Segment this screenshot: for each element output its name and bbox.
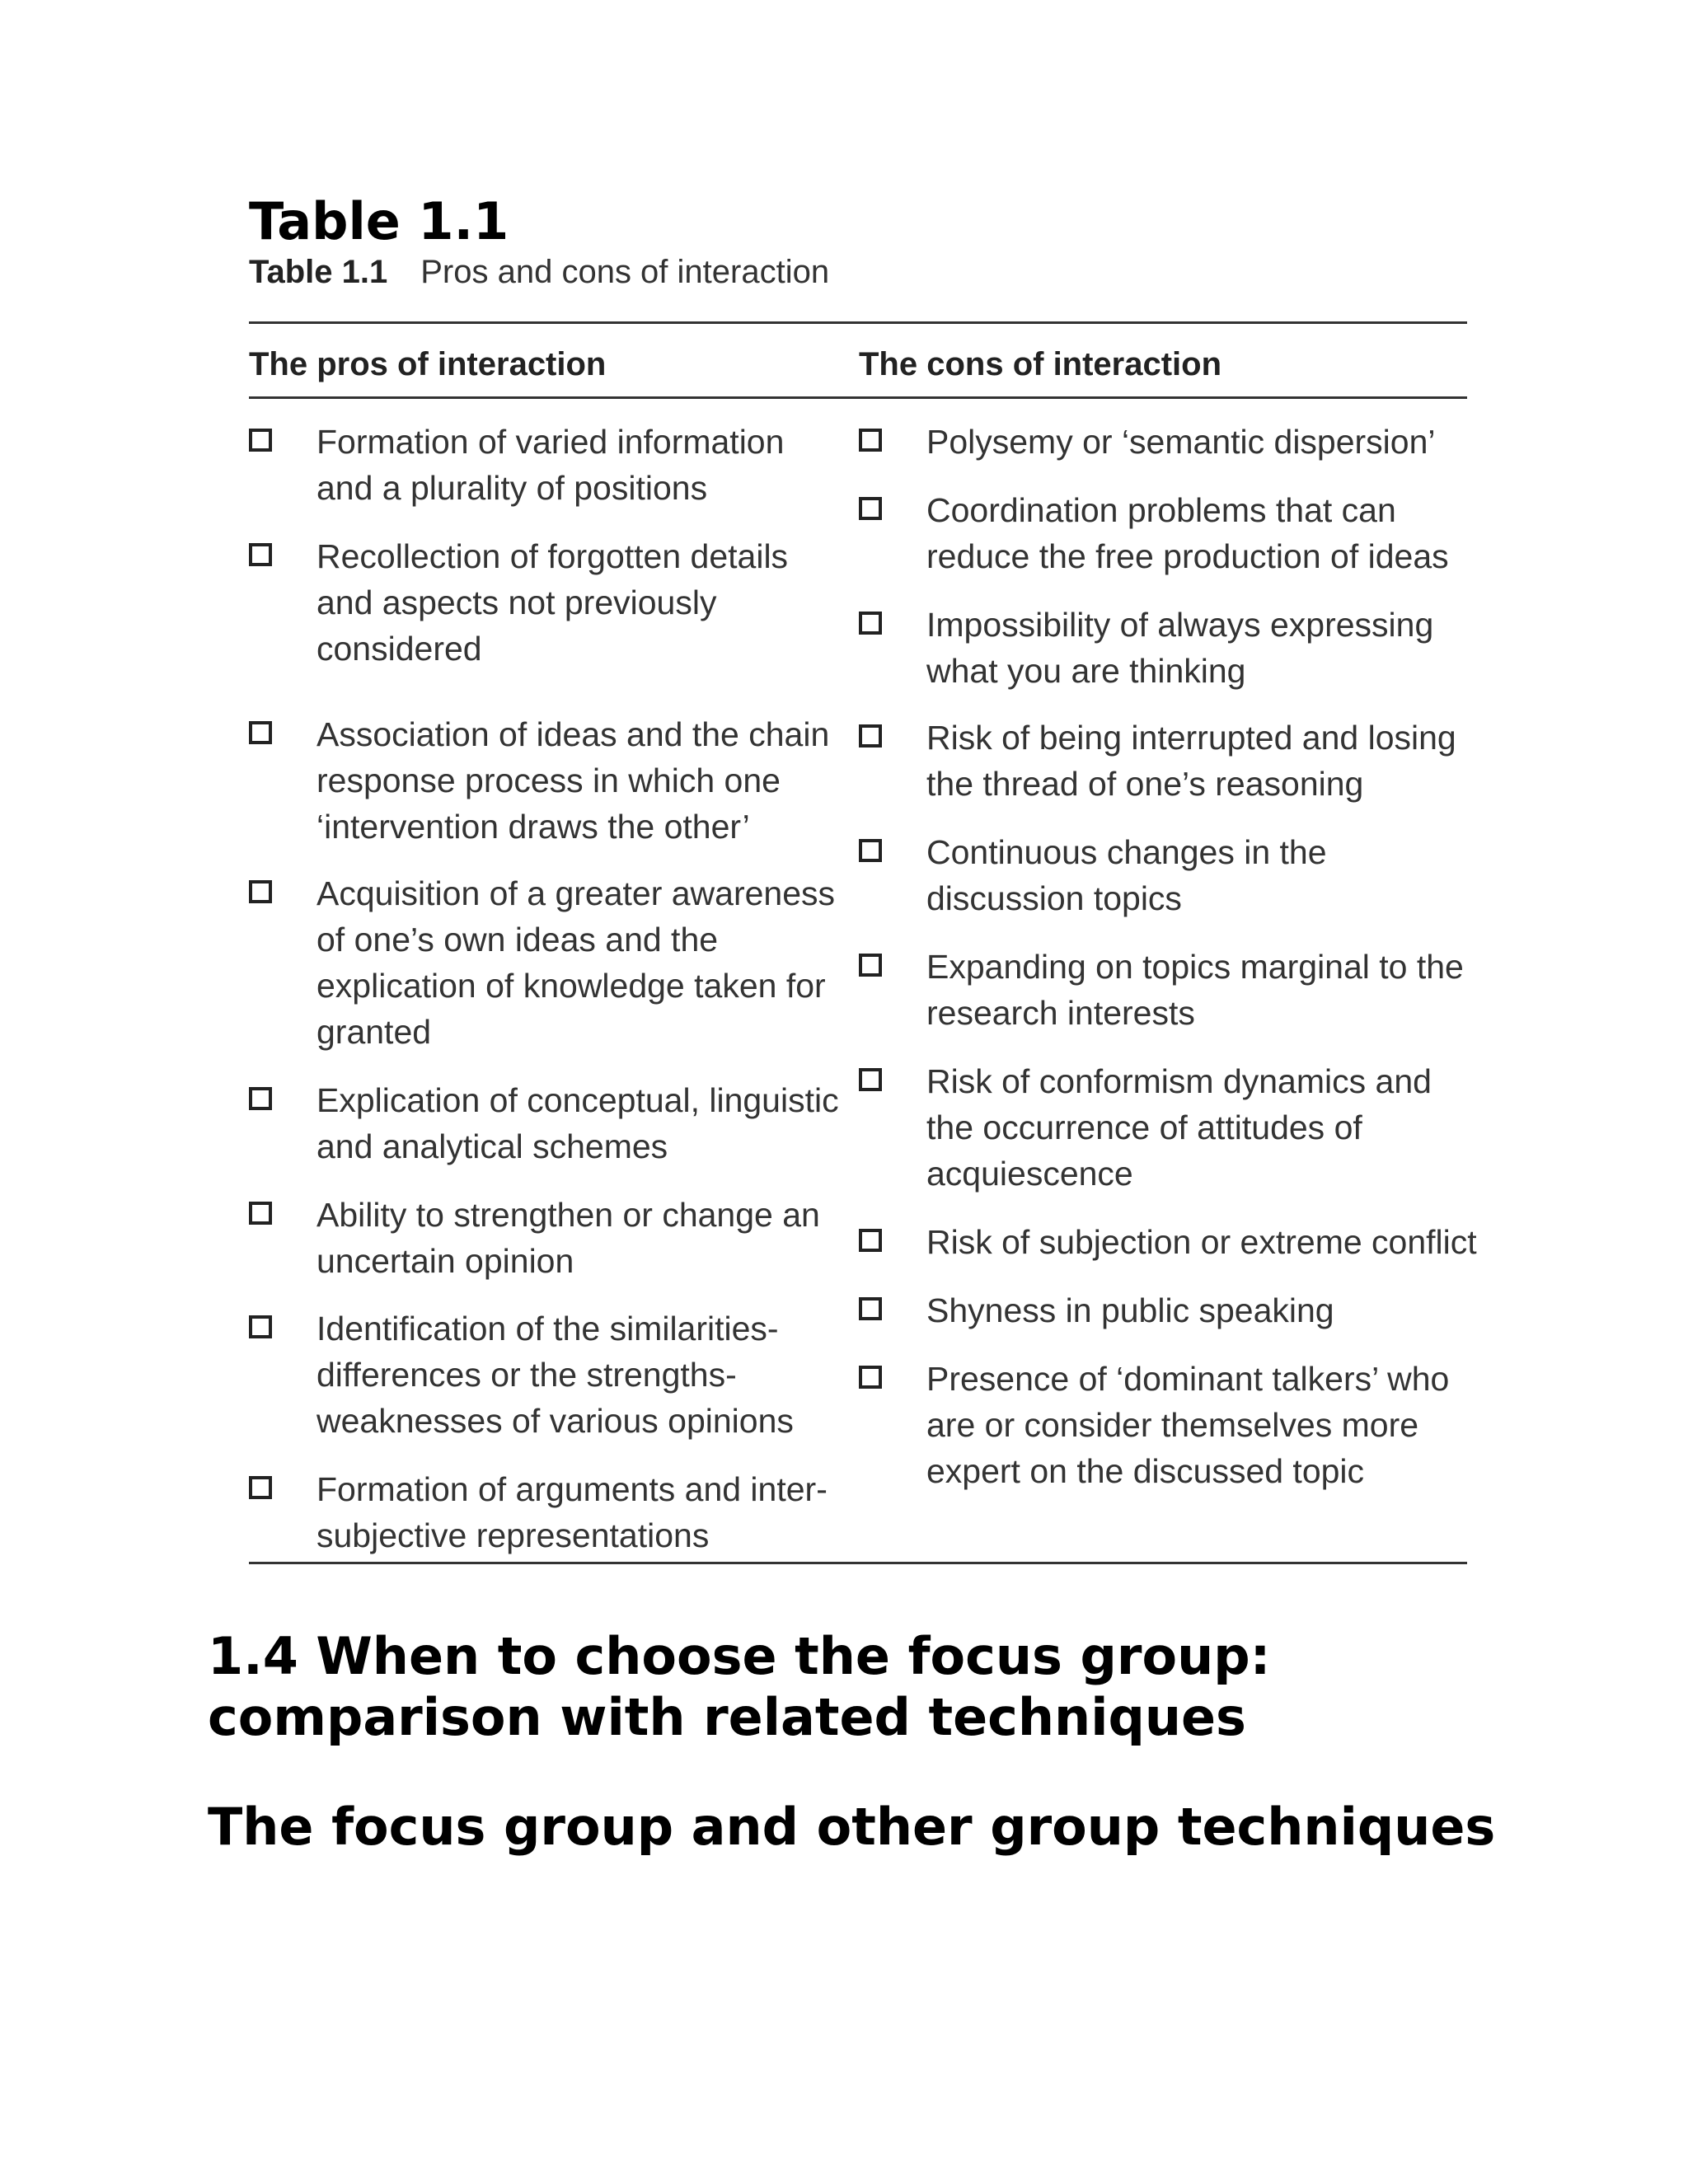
pros-item: Formation of arguments and inter-subjective representations <box>249 1466 842 1558</box>
checkbox-icon <box>249 721 272 744</box>
section-heading: 1.4 When to choose the focus group: comparison with related techniques <box>208 1626 1271 1747</box>
caption-text: Pros and cons of interaction <box>420 254 830 290</box>
cons-item: Coordination problems that can reduce the free production of ideas <box>859 487 1485 579</box>
checkbox-icon <box>249 1476 272 1499</box>
cons-item: Shyness in public speaking <box>859 1287 1485 1333</box>
cons-item: Continuous changes in the discussion topics <box>859 829 1485 921</box>
checkbox-icon <box>859 1229 882 1252</box>
subsection-heading: The focus group and other group techniques <box>208 1797 1496 1857</box>
cons-column-header: The cons of interaction <box>859 346 1222 382</box>
checkbox-icon <box>859 954 882 977</box>
table-bottom-rule <box>249 1562 1467 1564</box>
checkbox-icon <box>249 880 272 903</box>
checkbox-icon <box>249 429 272 452</box>
pros-item: Acquisition of a greater awareness of one’s own ideas and the explication of knowledge taken for granted <box>249 870 842 1055</box>
checkbox-icon <box>859 724 882 748</box>
table-top-rule <box>249 321 1467 324</box>
checkbox-icon <box>859 429 882 452</box>
cons-item: Risk of subjection or extreme conflict <box>859 1219 1485 1265</box>
table-heading: Table 1.1 <box>249 191 509 251</box>
checkbox-icon <box>859 839 882 862</box>
pros-item: Ability to strengthen or change an uncertain opinion <box>249 1192 842 1284</box>
pros-item: Identification of the similarities-differences or the strengths-weaknesses of various opinions <box>249 1305 842 1444</box>
pros-item: Formation of varied information and a plurality of positions <box>249 419 842 511</box>
checkbox-icon <box>249 543 272 566</box>
pros-column-header: The pros of interaction <box>249 346 607 382</box>
cons-item: Polysemy or ‘semantic dispersion’ <box>859 419 1485 465</box>
pros-item: Recollection of forgotten details and aspects not previously considered <box>249 533 842 672</box>
checkbox-icon <box>859 1297 882 1320</box>
pros-item: Association of ideas and the chain response process in which one ‘intervention draws the other’ <box>249 711 842 850</box>
checkbox-icon <box>859 497 882 520</box>
table-caption <box>249 254 829 291</box>
cons-item: Presence of ‘dominant talkers’ who are or consider themselves more expert on the discussed topic <box>859 1356 1485 1494</box>
checkbox-icon <box>859 1366 882 1389</box>
cons-item: Risk of being interrupted and losing the thread of one’s reasoning <box>859 715 1485 807</box>
checkbox-icon <box>859 612 882 635</box>
cons-item: Expanding on topics marginal to the research interests <box>859 944 1485 1036</box>
checkbox-icon <box>249 1202 272 1225</box>
cons-item: Risk of conformism dynamics and the occurrence of attitudes of acquiescence <box>859 1058 1485 1197</box>
caption-label: Table 1.1 <box>249 254 388 290</box>
checkbox-icon <box>859 1068 882 1091</box>
cons-item: Impossibility of always expressing what you are thinking <box>859 602 1485 694</box>
pros-item: Explication of conceptual, linguistic and analytical schemes <box>249 1077 842 1169</box>
checkbox-icon <box>249 1087 272 1110</box>
cons-list <box>859 419 1485 1494</box>
header-rule <box>249 396 1467 399</box>
pros-list <box>249 419 842 1558</box>
checkbox-icon <box>249 1315 272 1338</box>
